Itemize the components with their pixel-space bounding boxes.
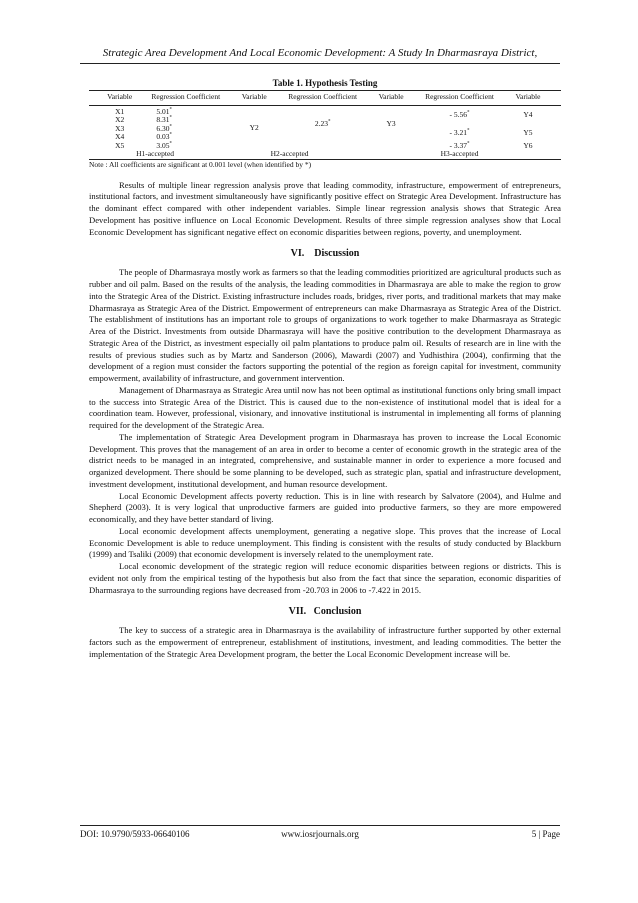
- footer-site: www.iosrjournals.org: [281, 829, 359, 839]
- table-cell: 0.03*: [156, 132, 172, 141]
- table-cell: 5.01*: [156, 106, 172, 116]
- table-cell: X5: [115, 140, 125, 150]
- table-cell: - 3.37*: [449, 140, 470, 150]
- section-heading: VII. Conclusion: [288, 606, 362, 618]
- page-content: [89, 78, 561, 661]
- table-header-cell: Regression Coefficient: [151, 92, 221, 101]
- table-cell: Y4: [523, 109, 533, 119]
- table-note: Note : All coefficients are significant at 0.001 level (when identified by *): [89, 159, 312, 169]
- hypothesis-table: [89, 90, 561, 160]
- table-cell: X2: [115, 115, 125, 124]
- table-header-row: [89, 91, 561, 106]
- footer-page-number: 5 | Page: [531, 829, 560, 839]
- table-cell: Y5: [523, 127, 533, 137]
- table-cell: Y2: [249, 122, 259, 132]
- table-cell: X3: [115, 123, 125, 133]
- table-cell: 2.23*: [314, 118, 331, 128]
- section-heading: VI. Discussion: [290, 248, 360, 260]
- table-result-row: [89, 150, 561, 159]
- table-title: Table 1. Hypothesis Testing: [272, 78, 378, 88]
- table-cell: H2-accepted: [270, 149, 309, 158]
- table-cell: 6.30*: [156, 123, 172, 133]
- table-cell: 8.31*: [156, 115, 172, 124]
- footer-doi: DOI: 10.9790/5933-06640106: [80, 829, 190, 839]
- table-cell: H3-accepted: [440, 149, 479, 158]
- table-cell: X4: [115, 132, 125, 141]
- table-header-cell: Variable: [107, 92, 133, 101]
- body-paragraph: Results of multiple linear regression analysis prove that leading commodity, infrastructure, empowerment of entrepreneurs, institutional factors, and investment simultaneously have significantly positive effect on Strategic Area Development. Infrastructure has the dominant effect compared with other independent variables. Simple linear regression analysis shows that Strategic Area Development has positive influence on Local Economic Development. Results of three simple regression analyses show that Local Economic Development has significant negative effect on economic disparities between regions, poverty, and unemployment.: [89, 179, 561, 237]
- body-paragraph: Local economic development affects unemployment, generating a negative slope. This proves that the increase of Local Economic Development is able to reduce unemployment. This finding is consistent with the results of study conducted by Blackburn (1999) and Tsaliki (2009) that economic development is inversely related to the unemployment rate.: [89, 525, 561, 560]
- footer-rule: [80, 825, 560, 826]
- table-cell: Y3: [386, 118, 396, 128]
- table-cell: - 3.21*: [449, 127, 470, 137]
- body-paragraph: Management of Dharmasraya as Strategic Area until now has not been optimal as institutional functions only bring small impact to the success into Strategic Area of the District. This is caused due to the non-existence of institutional model that is ideal for a coordination team. However, professional, visionary, and innovative institutional is instrumental in implementing all forms of planning required for the development of the Strategic Area.: [89, 384, 561, 430]
- body-paragraph: The people of Dharmasraya mostly work as farmers so that the leading commodities prioritized are agricultural products such as rubber and oil palm. Based on the results of the analysis, the leading commodities in Dharmasraya are able to make the region to grow into the Strategic Area of the District. Existing infrastructure includes roads, bridges, river ports, and traditional markets that may make Dharmasraya as Strategic Area of the District. Empowerment of entrepreneurs can make Dharmasraya as Strategic Area of the District. The establishment of institutions has an important role to groups of organizations to work together to make Dharmasraya as Strategic Area of the District. Investments from outside Dharmasraya will have the positive contribution to the development Dharmasraya as Strategic Area of the District, as investment especially oil palm plantations to produce palm oil. Results of research are in line with the results of previous studies such as by Martz and Sanderson (2006), Mawardi (2007) and Yudhisthira (2004), confirming that the development of a region must consider the factors supporting the potential of the region as foreign capital for investment, community empowerment, availability of infrastructure, and government intervention.: [89, 267, 561, 383]
- table-header-cell: Regression Coefficient: [288, 92, 358, 101]
- body-paragraph: Local Economic Development affects poverty reduction. This is in line with research by Salvatore (2004), and Hulme and Shepherd (2003). It is very logical that unproductive farmers are guided into productive farmers, so they are more empowered economically, and they have better standard of living.: [89, 490, 561, 524]
- body-paragraph: The key to success of a strategic area in Dharmasraya is the availability of infrastructure further supported by other external factors such as the empowerment of entrepreneur, establishment of institutions, investment, and leading commodities. The better the implementation of the Strategic Area Development program, the better the Local Economic Development increase will be.: [89, 625, 561, 659]
- table-cell: H1-accepted: [136, 149, 175, 158]
- table-header-cell: Variable: [378, 92, 404, 101]
- table-header-cell: Variable: [515, 92, 541, 101]
- table-cell: X1: [115, 106, 125, 116]
- body-paragraph: Local economic development of the strategic region will reduce economic disparities between regions or districts. This is evident not only from the empirical testing of the hypothesis but also from the fact that since the separation, economic disparities of Dharmasraya to the surrounding regions have decreased from -20.703 in 2006 to -7.422 in 2015.: [89, 561, 561, 595]
- table-header-cell: Regression Coefficient: [425, 92, 494, 101]
- body-paragraph: The implementation of Strategic Area Development program in Dharmasraya has proven to increase the Local Economic Development. This proves that the management of an area in order to become a center of economic growth in the strategic area of the district needs to be managed in an integrated, comprehensive, and sustainable manner in order to experience a more focused and organized development. There should be some planning to be developed, such as strategic plan, spatial and infrastructure development, investment development, institutional development, and human resource development.: [89, 431, 561, 489]
- table-cell: 3.05*: [156, 140, 172, 150]
- header-rule: [80, 63, 560, 64]
- running-header: Strategic Area Development And Local Economic Development: A Study In Dharmasraya District,: [102, 47, 538, 59]
- table-cell: Y6: [523, 140, 533, 150]
- table-header-cell: Variable: [241, 92, 267, 101]
- table-cell: - 5.56*: [449, 109, 470, 119]
